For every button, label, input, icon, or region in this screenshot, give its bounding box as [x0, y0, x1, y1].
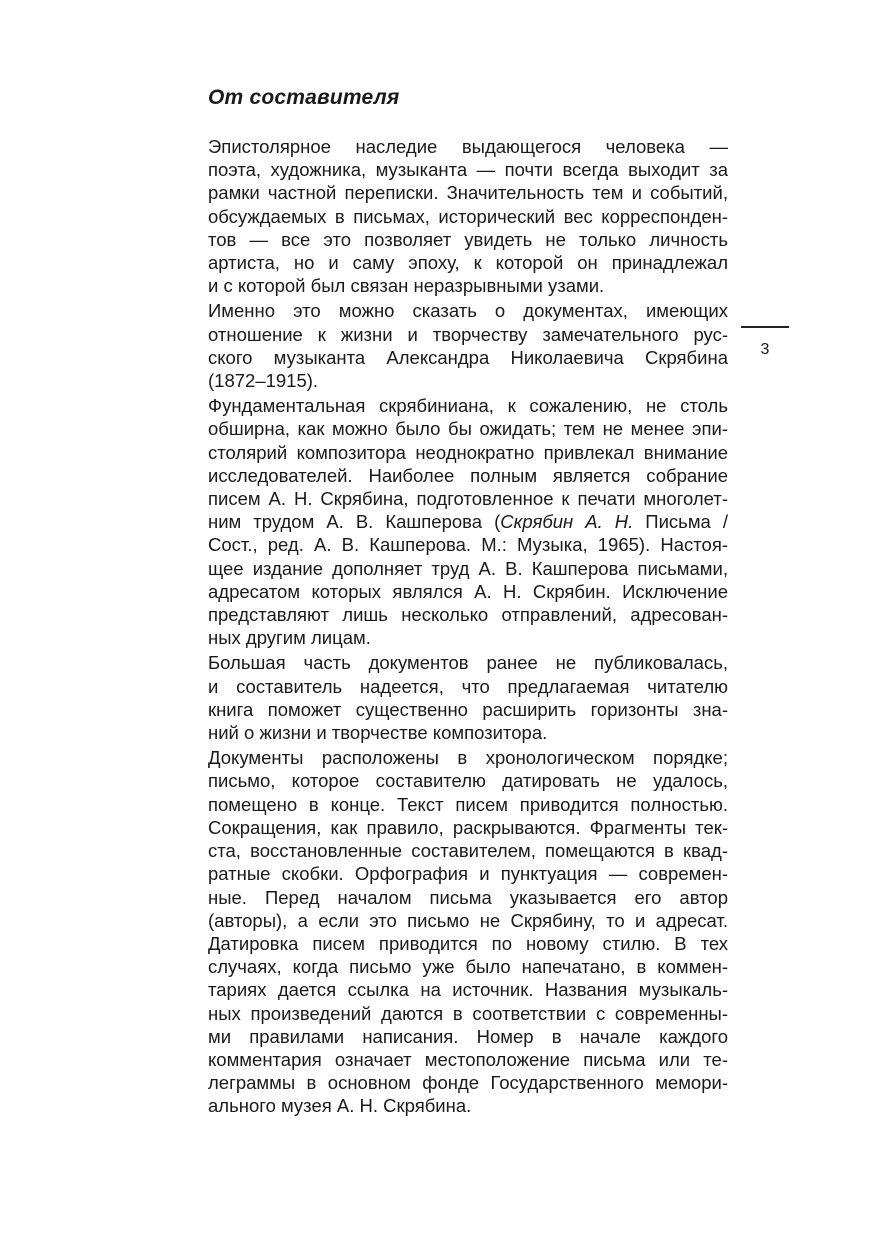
text-line: ний о жизни и творчестве композитора. [208, 722, 548, 744]
text-line: поэта, художника, музыканта — почти всегда выходит за [208, 159, 728, 181]
text-line: Фундаментальная скрябиниана, к сожалению, не столь [208, 395, 728, 417]
text-line: Именно это можно сказать о документах, имеющих [208, 300, 728, 322]
text-line: книга поможет существенно расширить горизонты зна- [208, 698, 728, 720]
text-line: ального музея А. Н. Скрябина. [208, 1095, 472, 1117]
text-line: артиста, но и саму эпоху, к которой он принадлежал [208, 252, 728, 274]
text-line: письмо, которое составителю датировать не удалось, [208, 770, 728, 792]
text-line: ные. Перед началом письма указывается его автор [208, 886, 728, 908]
text-span: ним трудом А. В. Кашперова ( [208, 511, 501, 533]
text-line: и составитель надеется, что предлагаемая читателю [208, 675, 728, 697]
text-line: столярий композитора неоднократно привлекал внимание [208, 441, 728, 463]
text-line: Большая часть документов ранее не публиковалась, [208, 652, 728, 674]
text-line: тариях дается ссылка на источник. Названия музыкаль- [208, 979, 728, 1001]
text-line-with-citation [174, 510, 728, 533]
text-line: ных другим лицам. [208, 627, 371, 649]
text-line: тов — все это позволяет увидеть не только личность [208, 228, 728, 250]
text-line: комментария означает местоположение письма или те- [208, 1048, 728, 1070]
text-line: Эпистолярное наследие выдающегося человека — [208, 136, 728, 157]
text-line: леграммы в основном фонде Государственного мемори- [208, 1072, 728, 1094]
text-line: ратные скобки. Орфография и пунктуация — современ- [208, 863, 728, 885]
text-line: Сокращения, как правило, раскрываются. Фрагменты тек- [208, 816, 728, 838]
text-line: (1872–1915). [208, 370, 319, 392]
text-line: писем А. Н. Скрябина, подготовленное к печати многолет- [208, 488, 728, 510]
page-heading: От составителя [208, 86, 400, 109]
text-line: представляют лишь несколько отправлений, адресован- [208, 604, 728, 626]
text-line: Сост., ред. А. В. Кашперова. М.: Музыка, 1965). Настоя- [208, 534, 728, 556]
text-line: обсуждаемых в письмах, исторический вес корреспонден- [208, 205, 728, 227]
body-text [174, 135, 728, 1118]
text-line: ского музыканта Александра Николаевича Скрябина [208, 346, 728, 368]
text-line: ми правилами написания. Номер в начале каждого [208, 1025, 728, 1047]
paragraph-5 [174, 746, 728, 1117]
text-line: обширна, как можно было бы ожидать; тем не менее эпи- [208, 418, 728, 440]
text-line: случаях, когда письмо уже было напечатано, в коммен- [208, 956, 728, 978]
text-line: Датировка писем приводится по новому стилю. В тех [208, 932, 728, 954]
text-line: рамки частной переписки. Значительность тем и событий, [208, 182, 728, 204]
paragraph-2 [174, 299, 728, 392]
text-line: помещено в конце. Текст писем приводится полностью. [208, 793, 728, 815]
text-span: Письма / [633, 511, 729, 533]
citation-author: Скрябин А. Н. [500, 511, 634, 533]
text-line: отношение к жизни и творчеству замечательного рус- [208, 323, 728, 345]
margin-rule [741, 326, 789, 328]
paragraph-3 [174, 394, 728, 649]
paragraph-1 [174, 135, 728, 297]
text-line: ста, восстановленные составителем, помещаются в квад- [208, 840, 728, 862]
text-line: и с которой был связан неразрывными узами. [208, 275, 605, 297]
paragraph-4 [174, 651, 728, 744]
text-line: щее издание дополняет труд А. В. Кашперова письмами, [208, 557, 728, 579]
text-line: исследователей. Наиболее полным является собрание [208, 464, 728, 486]
text-line: адресатом которых являлся А. Н. Скрябин. Исключение [208, 580, 728, 602]
text-line: (авторы), а если это письмо не Скрябину, то и адресат. [208, 909, 728, 931]
page-number: 3 [760, 341, 770, 358]
text-line: Документы расположены в хронологическом порядке; [208, 747, 728, 769]
text-line: ных произведений даются в соответствии с современны- [208, 1002, 728, 1024]
